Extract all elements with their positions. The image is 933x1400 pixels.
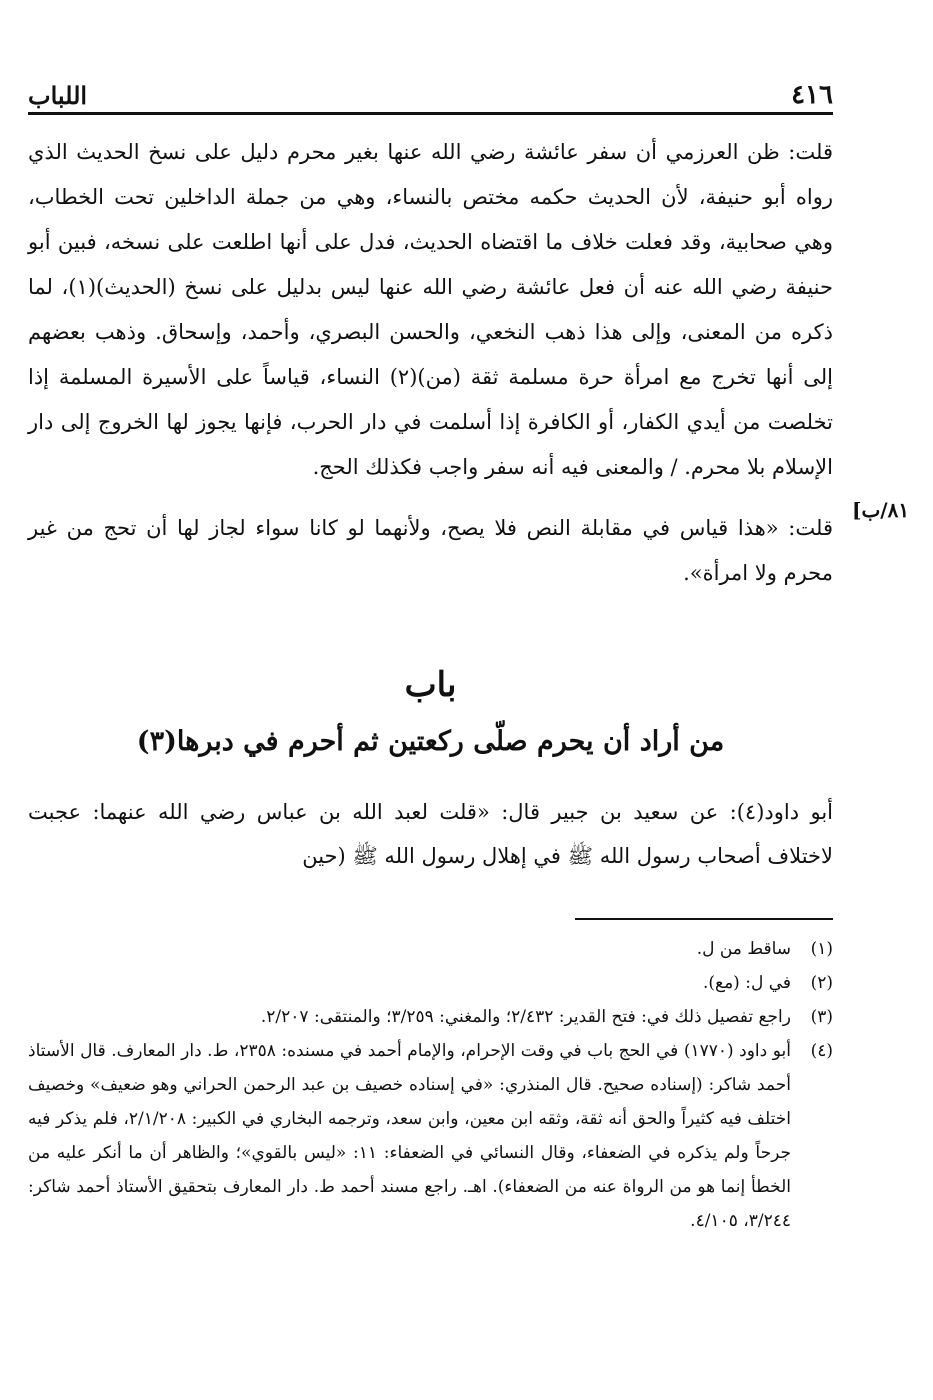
footnote-text: في ل: (مع). bbox=[702, 973, 791, 993]
chapter-text bbox=[28, 790, 833, 878]
footnote-rule bbox=[575, 918, 833, 920]
bab-heading: باب bbox=[404, 665, 457, 705]
footnote bbox=[28, 932, 833, 966]
page-header bbox=[28, 70, 833, 110]
footnote-text: أبو داود (١٧٧٠) في الحج باب في وقت الإحرام، والإمام أحمد في مسنده: ٢٣٥٨، ط. دار المعارف. قال الأستاذ أحمد شاكر: (إسناده صحيح. قال المنذري: «في إسناده خصيف بن عبد الرحمن الحراني وهو ضعيف» وخصيف اختلف فيه كثيراً والحق أنه ثقة، وثقه ابن معين، وابن سعد، وترجمه البخاري في الكبير: ٢/١/٢٠٨، فلم يذكر فيه جرحاً ولم يذكره في الضعفاء، وقال النسائي في الضعفاء: ١١: «ليس بالقوي»؛ والظاهر أن ما أنكر عليه من الخطأ إنما هو من الرواة عنه من الضعفاء). اهـ. راجع مسند أحمد ط. دار المعارف بتحقيق الأستاذ أحمد شاكر: ٣/٢٤٤، ٤/١٠٥. bbox=[28, 1041, 792, 1231]
chapter-title: من أراد أن يحرم صلّى ركعتين ثم أحرم في دبرها(٣) bbox=[136, 726, 725, 757]
footnote bbox=[28, 1034, 833, 1238]
footnote-number: (١) bbox=[810, 939, 833, 959]
footnote-text: راجع تفصيل ذلك في: فتح القدير: ٢/٤٣٢؛ والمغني: ٣/٢٥٩؛ والمنتقى: ٢/٢٠٧. bbox=[260, 1007, 791, 1027]
running-title: اللباب bbox=[28, 81, 88, 110]
footnote-number: (٣) bbox=[810, 1007, 833, 1027]
footnote-text: ساقط من ل. bbox=[696, 939, 791, 959]
paragraph-2: قلت: «هذا قياس في مقابلة النص فلا يصح، ولأنهما لو كانا سواء لجاز لها أن تحج من غير محرم ولا امرأة». bbox=[28, 516, 833, 585]
header-rule bbox=[28, 112, 833, 115]
footnote-number: (٢) bbox=[810, 973, 833, 993]
footnote bbox=[28, 1000, 833, 1034]
footnote bbox=[28, 966, 833, 1000]
footnotes bbox=[28, 932, 833, 1238]
manuscript-folio-marker: ٨١/ب] bbox=[852, 498, 910, 522]
footnote-number: (٤) bbox=[810, 1041, 833, 1061]
chapter-paragraph: أبو داود(٤): عن سعيد بن جبير قال: «قلت لعبد الله بن عباس رضي الله عنهما: عجبت لاختلاف أصحاب رسول الله ﷺ في إهلال رسول الله ﷺ (حين bbox=[28, 800, 833, 868]
paragraph-1: قلت: ظن العرزمي أن سفر عائشة رضي الله عنها بغير محرم دليل على نسخ الحديث الذي رواه أبو حنيفة، لأن الحديث حكمه مختص بالنساء، وهي من جملة الداخلين تحت الخطاب، وهي صحابية، وقد فعلت خلاف ما اقتضاه الحديث، فدل على أنها اطلعت على نسخه، فبين أبو حنيفة رضي الله عنه أن فعل عائشة رضي الله عنها ليس بدليل على نسخ (الحديث)(١)، لما ذكره من المعنى، وإلى هذا ذهب النخعي، والحسن البصري، وأحمد، وإسحاق. وذهب بعضهم إلى أنها تخرج مع امرأة حرة مسلمة ثقة (من)(٢) النساء، قياساً على الأسيرة المسلمة إذا تخلصت من أيدي الكفار، أو الكافرة إذا أسلمت في دار الحرب، فإنها يجوز لها الخروج إلى دار الإسلام بلا محرم. / والمعنى فيه أنه سفر واجب فكذلك الحج. bbox=[28, 140, 833, 479]
page-number: ٤١٦ bbox=[791, 80, 833, 110]
main-text bbox=[28, 130, 833, 596]
